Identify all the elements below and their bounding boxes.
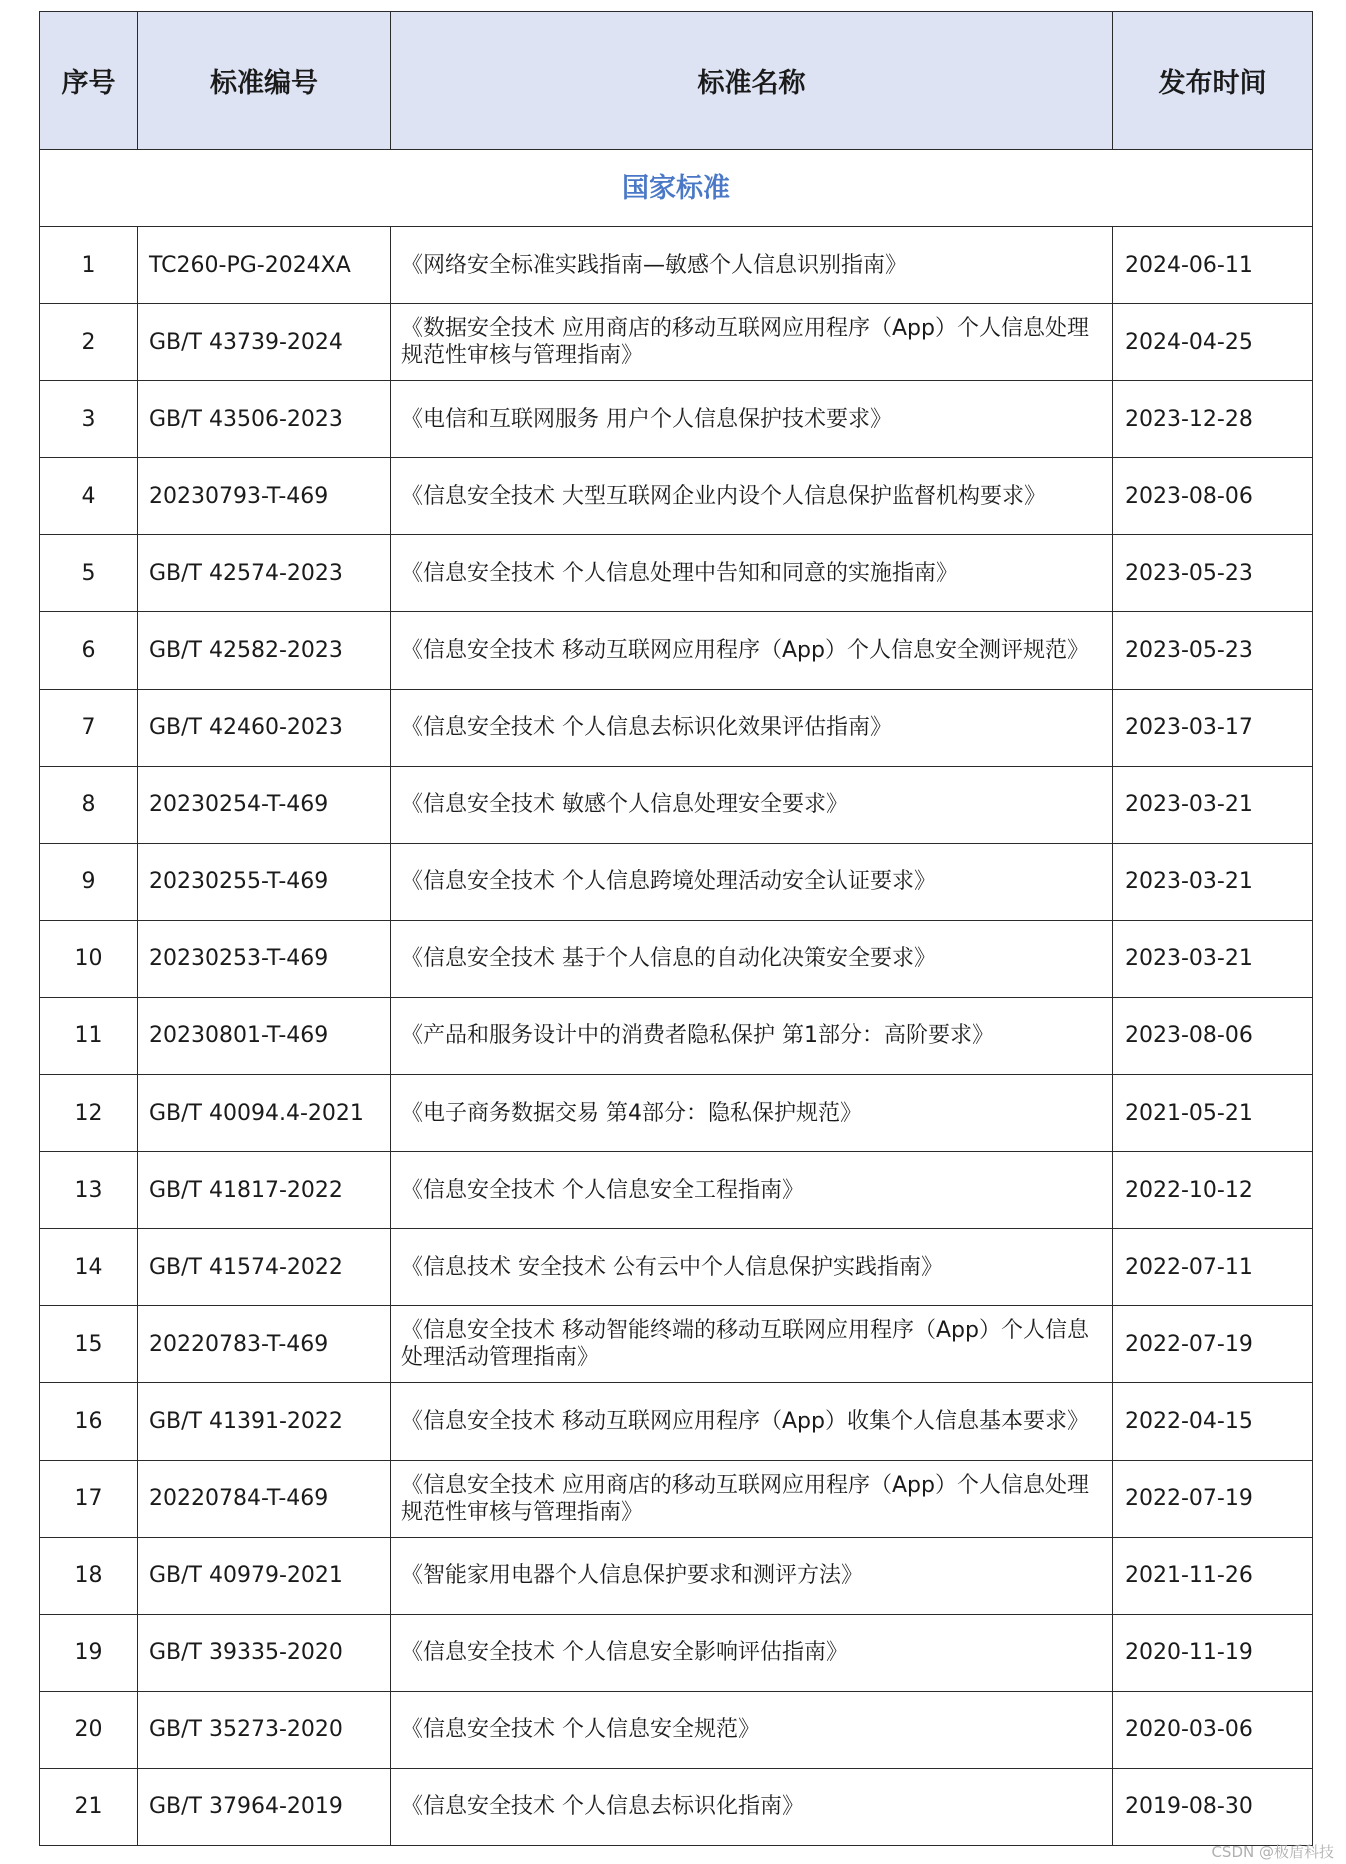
cell-name: 《信息安全技术 个人信息跨境处理活动安全认证要求》: [391, 843, 1113, 920]
cell-date: 2023-08-06: [1113, 458, 1313, 535]
cell-serial: 15: [40, 1306, 138, 1383]
cell-name: 《信息安全技术 个人信息去标识化效果评估指南》: [391, 689, 1113, 766]
cell-name: 《信息安全技术 个人信息安全规范》: [391, 1691, 1113, 1768]
table-row: [40, 1614, 1313, 1691]
cell-date: 2022-07-19: [1113, 1306, 1313, 1383]
table-row: [40, 920, 1313, 997]
cell-date: 2023-08-06: [1113, 997, 1313, 1074]
cell-name: 《信息安全技术 移动互联网应用程序（App）个人信息安全测评规范》: [391, 612, 1113, 689]
table-header: [40, 12, 1313, 150]
cell-serial: 13: [40, 1152, 138, 1229]
cell-code: 20230253-T-469: [138, 920, 391, 997]
cell-code: GB/T 40094.4-2021: [138, 1075, 391, 1152]
cell-date: 2020-03-06: [1113, 1691, 1313, 1768]
cell-code: GB/T 43739-2024: [138, 304, 391, 381]
cell-date: 2023-03-21: [1113, 843, 1313, 920]
cell-name: 《信息安全技术 个人信息安全影响评估指南》: [391, 1614, 1113, 1691]
cell-code: 20220784-T-469: [138, 1460, 391, 1537]
cell-serial: 17: [40, 1460, 138, 1537]
table-row: [40, 612, 1313, 689]
cell-code: 20230793-T-469: [138, 458, 391, 535]
table-row: [40, 1460, 1313, 1537]
cell-serial: 12: [40, 1075, 138, 1152]
cell-code: GB/T 37964-2019: [138, 1768, 391, 1845]
cell-code: 20220783-T-469: [138, 1306, 391, 1383]
section-title: 国家标准: [40, 150, 1313, 227]
cell-date: 2021-05-21: [1113, 1075, 1313, 1152]
table-row: [40, 381, 1313, 458]
cell-date: 2024-04-25: [1113, 304, 1313, 381]
cell-date: 2021-11-26: [1113, 1537, 1313, 1614]
table-row: [40, 304, 1313, 381]
table-body: [40, 150, 1313, 1846]
cell-date: 2023-05-23: [1113, 612, 1313, 689]
table-row: [40, 1691, 1313, 1768]
cell-date: 2023-03-21: [1113, 766, 1313, 843]
cell-date: 2022-07-19: [1113, 1460, 1313, 1537]
cell-code: GB/T 41391-2022: [138, 1383, 391, 1460]
cell-code: GB/T 42460-2023: [138, 689, 391, 766]
cell-serial: 16: [40, 1383, 138, 1460]
cell-serial: 8: [40, 766, 138, 843]
table-row: [40, 1229, 1313, 1306]
table-row: [40, 766, 1313, 843]
table-row: [40, 1768, 1313, 1845]
cell-date: 2023-03-21: [1113, 920, 1313, 997]
cell-name: 《信息安全技术 移动智能终端的移动互联网应用程序（App）个人信息处理活动管理指南》: [391, 1306, 1113, 1383]
section-row: [40, 150, 1313, 227]
cell-name: 《信息安全技术 个人信息安全工程指南》: [391, 1152, 1113, 1229]
header-name: 标准名称: [391, 12, 1113, 150]
header-serial: 序号: [40, 12, 138, 150]
table-row: [40, 227, 1313, 304]
header-code: 标准编号: [138, 12, 391, 150]
cell-serial: 9: [40, 843, 138, 920]
cell-name: 《产品和服务设计中的消费者隐私保护 第1部分：高阶要求》: [391, 997, 1113, 1074]
cell-name: 《数据安全技术 应用商店的移动互联网应用程序（App）个人信息处理规范性审核与管理指南》: [391, 304, 1113, 381]
table-row: [40, 997, 1313, 1074]
cell-date: 2023-12-28: [1113, 381, 1313, 458]
table-row: [40, 1306, 1313, 1383]
table-row: [40, 458, 1313, 535]
cell-serial: 19: [40, 1614, 138, 1691]
table-row: [40, 1152, 1313, 1229]
table-row: [40, 689, 1313, 766]
cell-date: 2022-07-11: [1113, 1229, 1313, 1306]
cell-serial: 7: [40, 689, 138, 766]
cell-code: GB/T 40979-2021: [138, 1537, 391, 1614]
cell-name: 《电信和互联网服务 用户个人信息保护技术要求》: [391, 381, 1113, 458]
cell-serial: 5: [40, 535, 138, 612]
cell-name: 《信息安全技术 个人信息去标识化指南》: [391, 1768, 1113, 1845]
cell-name: 《信息安全技术 基于个人信息的自动化决策安全要求》: [391, 920, 1113, 997]
cell-date: 2022-10-12: [1113, 1152, 1313, 1229]
cell-code: TC260-PG-2024XA: [138, 227, 391, 304]
table-row: [40, 535, 1313, 612]
table-row: [40, 1075, 1313, 1152]
cell-name: 《信息安全技术 应用商店的移动互联网应用程序（App）个人信息处理规范性审核与管理指南》: [391, 1460, 1113, 1537]
header-date: 发布时间: [1113, 12, 1313, 150]
cell-serial: 11: [40, 997, 138, 1074]
cell-code: GB/T 41574-2022: [138, 1229, 391, 1306]
cell-serial: 3: [40, 381, 138, 458]
cell-serial: 14: [40, 1229, 138, 1306]
cell-code: GB/T 42582-2023: [138, 612, 391, 689]
cell-name: 《信息安全技术 移动互联网应用程序（App）收集个人信息基本要求》: [391, 1383, 1113, 1460]
cell-code: GB/T 39335-2020: [138, 1614, 391, 1691]
cell-serial: 1: [40, 227, 138, 304]
cell-date: 2022-04-15: [1113, 1383, 1313, 1460]
cell-date: 2023-03-17: [1113, 689, 1313, 766]
cell-name: 《智能家用电器个人信息保护要求和测评方法》: [391, 1537, 1113, 1614]
cell-code: GB/T 43506-2023: [138, 381, 391, 458]
cell-serial: 10: [40, 920, 138, 997]
cell-date: 2024-06-11: [1113, 227, 1313, 304]
cell-name: 《电子商务数据交易 第4部分：隐私保护规范》: [391, 1075, 1113, 1152]
table-row: [40, 1383, 1313, 1460]
cell-code: 20230255-T-469: [138, 843, 391, 920]
cell-date: 2020-11-19: [1113, 1614, 1313, 1691]
cell-serial: 6: [40, 612, 138, 689]
cell-serial: 18: [40, 1537, 138, 1614]
cell-code: 20230801-T-469: [138, 997, 391, 1074]
cell-date: 2023-05-23: [1113, 535, 1313, 612]
standards-table: [39, 11, 1313, 1846]
table-row: [40, 1537, 1313, 1614]
cell-code: GB/T 41817-2022: [138, 1152, 391, 1229]
cell-code: 20230254-T-469: [138, 766, 391, 843]
cell-serial: 4: [40, 458, 138, 535]
cell-code: GB/T 35273-2020: [138, 1691, 391, 1768]
cell-name: 《网络安全标准实践指南—敏感个人信息识别指南》: [391, 227, 1113, 304]
cell-name: 《信息安全技术 大型互联网企业内设个人信息保护监督机构要求》: [391, 458, 1113, 535]
cell-name: 《信息安全技术 敏感个人信息处理安全要求》: [391, 766, 1113, 843]
table-row: [40, 843, 1313, 920]
cell-date: 2019-08-30: [1113, 1768, 1313, 1845]
watermark: CSDN @极盾科技: [1211, 1843, 1334, 1861]
cell-serial: 20: [40, 1691, 138, 1768]
cell-code: GB/T 42574-2023: [138, 535, 391, 612]
cell-name: 《信息技术 安全技术 公有云中个人信息保护实践指南》: [391, 1229, 1113, 1306]
cell-serial: 21: [40, 1768, 138, 1845]
cell-serial: 2: [40, 304, 138, 381]
cell-name: 《信息安全技术 个人信息处理中告知和同意的实施指南》: [391, 535, 1113, 612]
